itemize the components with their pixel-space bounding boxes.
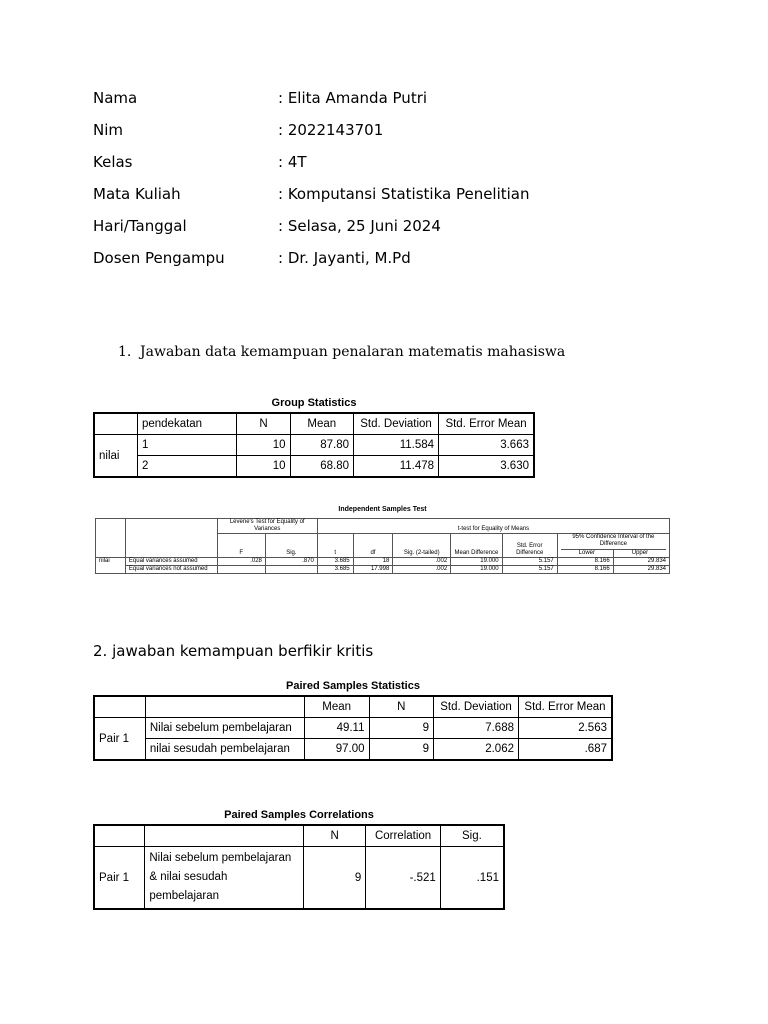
- table-header-row: [94, 696, 612, 718]
- table-row: [96, 558, 670, 566]
- header-blank: [125, 534, 217, 558]
- table-cell: .151: [440, 847, 504, 910]
- row-label-line: & nilai sesudah: [149, 871, 228, 883]
- header-cell: Mean Difference: [451, 534, 502, 558]
- paired-stats-title: Paired Samples Statistics: [286, 680, 420, 692]
- row-label-line: Nilai sebelum pembelajaran: [149, 852, 292, 864]
- table-cell: 87.80: [290, 435, 354, 456]
- table-cell: 19.000: [451, 566, 502, 574]
- table-cell: 29.834: [613, 566, 669, 574]
- row-group-label: nilai: [94, 435, 137, 478]
- table-row: [94, 456, 534, 478]
- table-cell: 29.834: [613, 558, 669, 566]
- paired-stats-table: [93, 695, 613, 761]
- table-cell: 19.000: [451, 558, 502, 566]
- row-label: Equal variances assumed: [125, 558, 217, 566]
- header-blank: [94, 696, 145, 718]
- header-cell: N: [303, 825, 365, 847]
- row-label: Equal variances not assumed: [125, 566, 217, 574]
- table-row: [94, 718, 612, 739]
- header-cell: Sig.: [440, 825, 504, 847]
- ttest-header: t-test for Equality of Means: [317, 519, 669, 534]
- header-blank: [145, 696, 304, 718]
- header-blank: [94, 825, 145, 847]
- header-cell: Lower: [561, 550, 614, 557]
- header-cell: t: [317, 534, 353, 558]
- header-cell: Upper: [631, 550, 649, 556]
- info-value: : 4T: [278, 153, 307, 171]
- header-cell: Sig. (2-tailed): [393, 534, 451, 558]
- table-cell: .028: [217, 558, 265, 566]
- table-cell: 11.478: [354, 456, 439, 478]
- table-cell: 10: [237, 456, 290, 478]
- table-header-row: [96, 534, 670, 558]
- ci-header: [557, 534, 669, 558]
- table-cell: .687: [518, 739, 612, 761]
- table-row: [94, 847, 504, 910]
- header-cell: Mean: [304, 696, 369, 718]
- question-number: 1.: [118, 344, 132, 360]
- question-text: Jawaban data kemampuan penalaran matematis mahasiswa: [140, 344, 566, 360]
- table-cell: 68.80: [290, 456, 354, 478]
- paired-corr-title: Paired Samples Correlations: [224, 809, 374, 821]
- header-cell: Std. Deviation: [434, 696, 519, 718]
- table-cell: 18: [353, 558, 393, 566]
- info-value: : Elita Amanda Putri: [278, 89, 428, 107]
- table-cell: 3.685: [317, 558, 353, 566]
- table-cell: 8.166: [557, 566, 613, 574]
- table-header-row: [94, 825, 504, 847]
- header-blank: [96, 519, 126, 534]
- row-label: [145, 847, 304, 910]
- table-cell: 3.685: [317, 566, 353, 574]
- table-cell: 9: [369, 739, 434, 761]
- header-cell: df: [353, 534, 393, 558]
- ci-subheaders: [561, 550, 666, 557]
- table-row: [96, 566, 670, 574]
- info-label: Mata Kuliah: [93, 185, 181, 203]
- info-value: : 2022143701: [278, 121, 384, 139]
- header-cell: Correlation: [366, 825, 440, 847]
- info-label: Hari/Tanggal: [93, 217, 187, 235]
- header-cell: Sig.: [265, 534, 317, 558]
- table-cell: 5.157: [502, 566, 557, 574]
- table-cell: .870: [265, 558, 317, 566]
- ind-test-title: Independent Samples Test: [338, 506, 427, 513]
- group-stats-table: [93, 412, 535, 478]
- table-header-row: [96, 519, 670, 534]
- table-cell: 7.688: [434, 718, 519, 739]
- table-cell: 17.998: [353, 566, 393, 574]
- header-cell: Mean: [290, 413, 354, 435]
- row-label-line: pembelajaran: [149, 890, 220, 902]
- table-cell: 2: [137, 456, 236, 478]
- table-cell: [265, 566, 317, 574]
- header-blank: [145, 825, 304, 847]
- table-cell: 2.062: [434, 739, 519, 761]
- header-cell: N: [369, 696, 434, 718]
- row-label: Nilai sebelum pembelajaran: [145, 718, 304, 739]
- header-blank: [96, 534, 126, 558]
- table-row: [94, 435, 534, 456]
- row-label: nilai sesudah pembelajaran: [145, 739, 304, 761]
- table-cell: 97.00: [304, 739, 369, 761]
- ind-test-table: [95, 518, 670, 574]
- header-cell: Std. Error Difference: [502, 534, 557, 558]
- info-value: : Dr. Jayanti, M.Pd: [278, 249, 411, 267]
- table-cell: 49.11: [304, 718, 369, 739]
- info-label: Nim: [93, 121, 123, 139]
- header-blank: [94, 413, 137, 435]
- table-cell: 3.663: [439, 435, 534, 456]
- table-cell: 1: [137, 435, 236, 456]
- question-2-heading: 2. jawaban kemampuan berfikir kritis: [93, 642, 374, 660]
- table-cell: .002: [393, 566, 451, 574]
- paired-corr-table: [93, 824, 505, 910]
- table-cell: 10: [237, 435, 290, 456]
- row-group-label: nilai: [96, 558, 126, 574]
- row-group-label: Pair 1: [94, 847, 145, 910]
- table-header-row: [94, 413, 534, 435]
- table-row: [94, 739, 612, 761]
- levene-header: Levene's Test for Equality of Variances: [217, 519, 317, 534]
- header-cell: N: [237, 413, 290, 435]
- table-cell: 9: [369, 718, 434, 739]
- header-cell: pendekatan: [137, 413, 236, 435]
- header-cell: Std. Error Mean: [439, 413, 534, 435]
- group-stats-title: Group Statistics: [271, 397, 357, 409]
- table-cell: 11.584: [354, 435, 439, 456]
- header-cell: Std. Error Mean: [518, 696, 612, 718]
- table-cell: 3.630: [439, 456, 534, 478]
- header-cell: F: [217, 534, 265, 558]
- info-label: Nama: [93, 89, 138, 107]
- table-cell: 9: [303, 847, 365, 910]
- ci-label: 95% Confidence Interval of the Difference: [561, 534, 666, 550]
- info-label: Dosen Pengampu: [93, 249, 225, 267]
- header-cell: Std. Deviation: [354, 413, 439, 435]
- table-cell: -.521: [366, 847, 440, 910]
- table-cell: 8.166: [557, 558, 613, 566]
- info-value: : Komputansi Statistika Penelitian: [278, 185, 530, 203]
- info-value: : Selasa, 25 Juni 2024: [278, 217, 441, 235]
- table-cell: [217, 566, 265, 574]
- table-cell: .002: [393, 558, 451, 566]
- table-cell: 2.563: [518, 718, 612, 739]
- header-blank: [125, 519, 217, 534]
- table-cell: 5.157: [502, 558, 557, 566]
- question-1-heading: [118, 344, 565, 360]
- row-group-label: Pair 1: [94, 718, 145, 761]
- info-label: Kelas: [93, 153, 133, 171]
